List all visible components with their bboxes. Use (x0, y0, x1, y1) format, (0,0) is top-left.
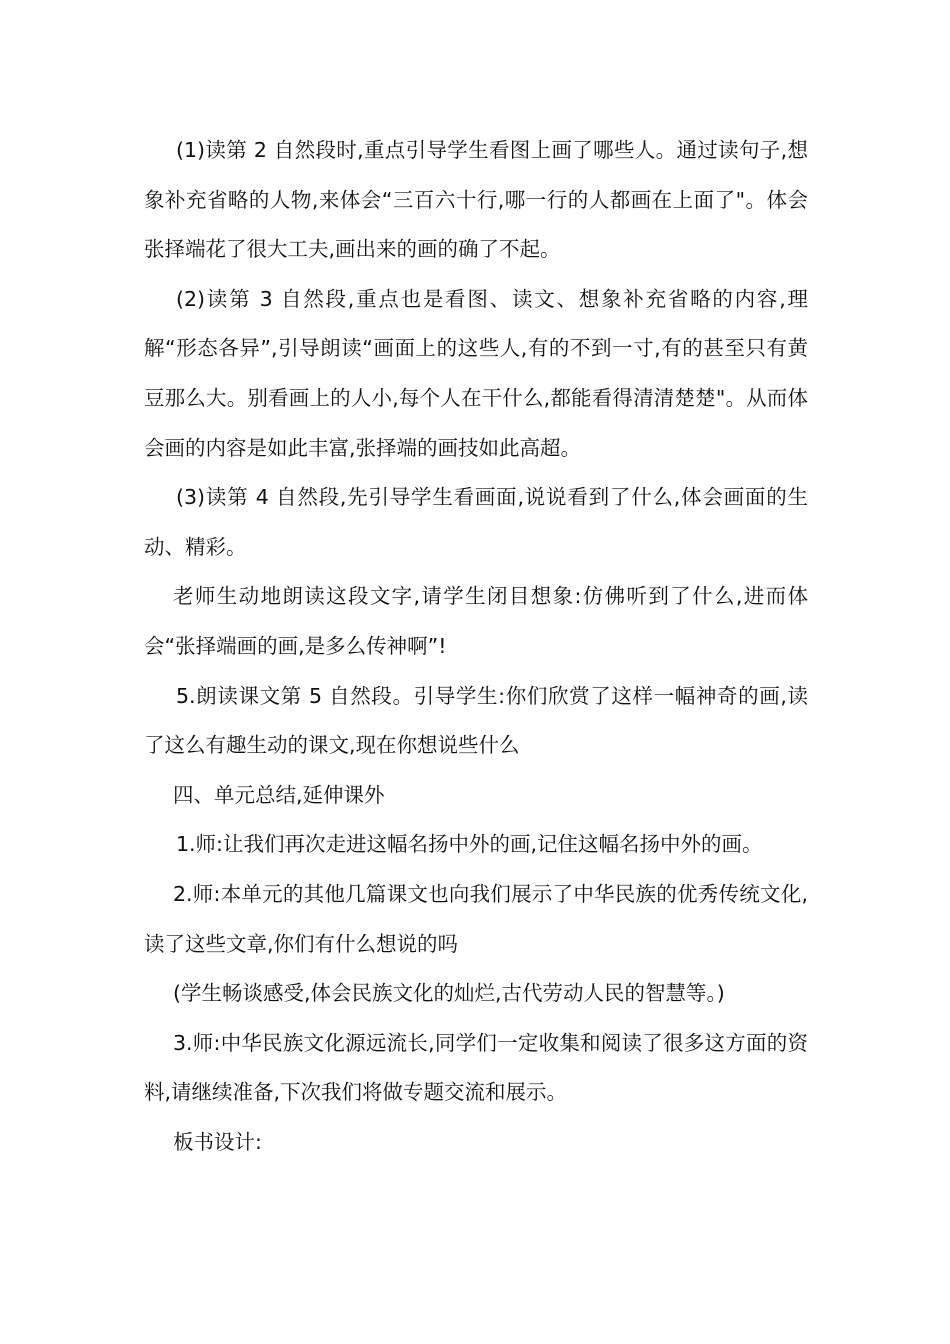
paragraph-summary-2: 2.师:本单元的其他几篇课文也向我们展示了中华民族的优秀传统文化,读了这些文章,你们有什么想说的吗 (144, 881, 808, 956)
document-body (144, 126, 808, 1167)
paragraph-summary-1: 1.师:让我们再次走进这幅名扬中外的画,记住这幅名扬中外的画。 (176, 832, 763, 857)
paragraph-reading-step-1: (1)读第 2 自然段时,重点引导学生看图上画了哪些人。通过读句子,想象补充省略的人物,来体会“三百六十行,哪一行的人都画在上面了"。体会张择端花了很大工夫,画出来的画的确了不起。 (144, 138, 808, 262)
section-heading-unit-summary: 四、单元总结,延伸课外 (173, 782, 385, 807)
paragraph-teacher-reading: 老师生动地朗读这段文字,请学生闭目想象:仿佛听到了什么,进而体会“张择端画的画,是多么传神啊”! (144, 584, 808, 658)
paragraph-reading-step-2: (2)读第 3 自然段,重点也是看图、读文、想象补充省略的内容,理解“形态各异”,引导朗读“画面上的这些人,有的不到一寸,有的甚至只有黄豆那么大。别看画上的人小,每个人在干什么,都能看得清清楚楚"。从而体会画的内容是如此丰富,张择端的画技如此高超。 (144, 286, 808, 460)
paragraph-summary-3: 3.师:中华民族文化源远流长,同学们一定收集和阅读了很多这方面的资料,请继续准备,下次我们将做专题交流和展示。 (144, 1030, 808, 1105)
paragraph-step-5: 5.朗读课文第 5 自然段。引导学生:你们欣赏了这样一幅神奇的画,读了这么有趣生动的课文,现在你想说些什么 (144, 683, 808, 758)
board-design-heading: 板书设计: (173, 1129, 262, 1154)
paragraph-reading-step-3: (3)读第 4 自然段,先引导学生看画面,说说看到了什么,体会画面的生动、精彩。 (144, 485, 808, 559)
paragraph-student-note: (学生畅谈感受,体会民族文化的灿烂,古代劳动人民的智慧等。) (173, 981, 725, 1006)
